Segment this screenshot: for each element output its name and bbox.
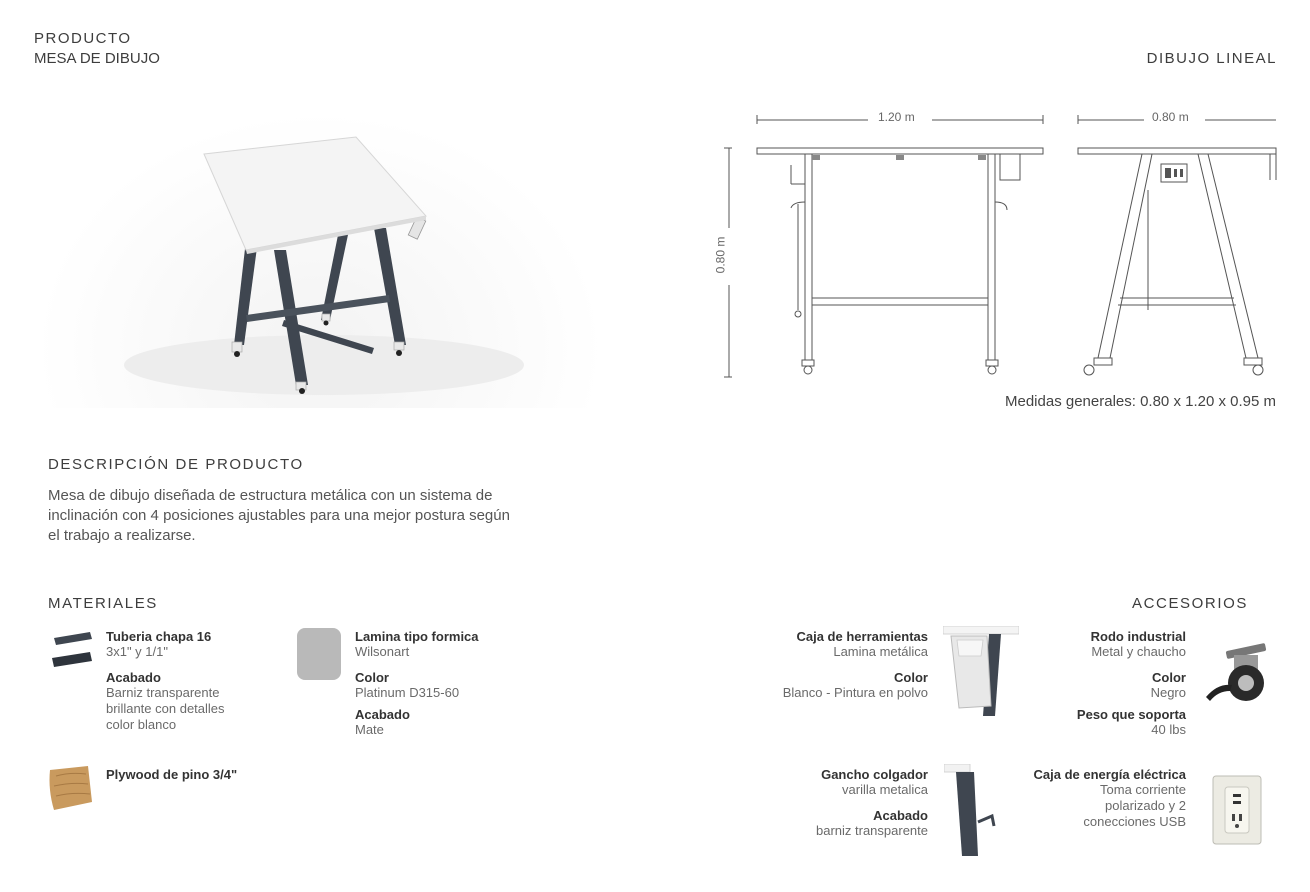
- general-measures: Medidas generales: 0.80 x 1.20 x 0.95 m: [1005, 393, 1276, 410]
- toolbox-color-label: Color: [894, 670, 928, 685]
- materials-title: MATERIALES: [48, 595, 158, 612]
- accessory-hook: [708, 767, 928, 839]
- formica-label: Lamina tipo formica: [355, 629, 479, 644]
- plywood-label: Plywood de pino 3/4": [106, 767, 238, 782]
- power-outlet-icon: [1212, 775, 1262, 845]
- hook-finish-value: barniz transparente: [815, 823, 928, 838]
- formica-color-value: Platinum D315-60: [355, 685, 460, 700]
- tube-finish-label: Acabado: [106, 670, 161, 685]
- plywood-swatch: [48, 766, 92, 810]
- height-dimension: 0.80 m: [713, 236, 728, 274]
- description-line: el trabajo a realizarse.: [48, 527, 196, 544]
- hook-value: varilla metalica: [842, 782, 928, 797]
- tube-finish-line: Barniz transparente: [106, 685, 220, 700]
- tube-icon: [50, 630, 94, 674]
- depth-dimension: 0.80 m: [1152, 110, 1189, 124]
- formica-value: Wilsonart: [355, 644, 410, 659]
- wheel-weight-label: Peso que soporta: [1076, 707, 1186, 722]
- formica-finish-value: Mate: [355, 722, 384, 737]
- width-dimension: 1.20 m: [878, 110, 915, 124]
- wheel-weight-value: 40 lbs: [1151, 722, 1186, 737]
- wheel-color-value: Negro: [1150, 685, 1186, 700]
- accessory-toolbox: [708, 629, 928, 701]
- toolbox-label: Caja de herramientas: [796, 629, 928, 644]
- product-name: MESA DE DIBUJO: [34, 50, 160, 67]
- tube-value: 3x1" y 1/1": [106, 644, 168, 659]
- power-label: Caja de energía eléctrica: [1033, 767, 1186, 782]
- drawing-title: DIBUJO LINEAL: [1146, 50, 1277, 67]
- tube-finish-line: brillante con detalles: [106, 701, 225, 716]
- hook-label: Gancho colgador: [821, 767, 928, 782]
- power-line: polarizado y 2: [1105, 798, 1186, 813]
- accessories-title: ACCESORIOS: [1131, 595, 1248, 612]
- product-render: [34, 110, 606, 408]
- accessory-wheel: [986, 629, 1186, 738]
- formica-color-label: Color: [355, 670, 389, 685]
- toolbox-value: Lamina metálica: [833, 644, 928, 659]
- power-line: Toma corriente: [1100, 782, 1186, 797]
- line-drawing: [710, 100, 1290, 390]
- description-title: DESCRIPCIÓN DE PRODUCTO: [48, 456, 304, 473]
- accessory-power: [966, 767, 1186, 830]
- tube-label: Tuberia chapa 16: [106, 629, 212, 644]
- description-text: [48, 486, 628, 546]
- header-eyebrow: PRODUCTO: [34, 30, 132, 47]
- description-line: Mesa de dibujo diseñada de estructura metálica con un sistema de: [48, 487, 493, 504]
- toolbox-color-value: Blanco - Pintura en polvo: [782, 685, 928, 700]
- formica-finish-label: Acabado: [355, 707, 410, 722]
- wheel-value: Metal y chaucho: [1091, 644, 1186, 659]
- hook-finish-label: Acabado: [873, 808, 928, 823]
- wheel-icon: [1204, 643, 1274, 705]
- power-line: conecciones USB: [1083, 814, 1186, 829]
- material-tube: [106, 629, 286, 733]
- wheel-label: Rodo industrial: [1090, 629, 1186, 644]
- tube-finish-line: color blanco: [106, 717, 177, 732]
- material-formica: [355, 629, 555, 738]
- formica-swatch: [297, 628, 341, 680]
- wheel-color-label: Color: [1152, 670, 1186, 685]
- description-line: inclinación con 4 posiciones ajustables para una mejor postura según: [48, 507, 510, 524]
